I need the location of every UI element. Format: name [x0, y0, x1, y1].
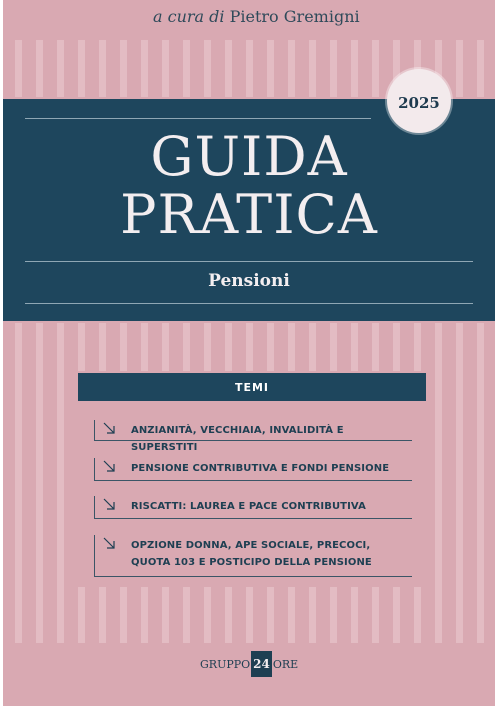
topic-text	[131, 537, 411, 571]
stripe	[36, 40, 43, 97]
stripe	[246, 40, 253, 97]
stripe	[99, 587, 106, 643]
curator-prefix: a cura di	[153, 7, 225, 26]
stripe	[372, 40, 379, 97]
stripe	[477, 40, 484, 97]
title-rule-bottom	[25, 303, 473, 304]
stripe	[120, 40, 127, 97]
stripe	[372, 323, 379, 371]
stripe	[288, 323, 295, 371]
stripe	[57, 323, 64, 371]
stripe	[267, 323, 274, 371]
topic-item	[94, 420, 412, 453]
stripe	[456, 323, 463, 371]
publisher-logo	[200, 651, 298, 677]
stripe	[435, 371, 442, 587]
stripe	[36, 371, 43, 587]
stripe	[99, 40, 106, 97]
stripe	[456, 40, 463, 97]
stripe	[267, 587, 274, 643]
stripe	[15, 40, 22, 97]
topic-text: ANZIANITÀ, VECCHIAIA, INVALIDITÀ E SUPERSTITI	[131, 425, 344, 453]
publisher-left: GRUPPO	[200, 657, 251, 671]
stripe	[330, 40, 337, 97]
year-label: 2025	[398, 94, 440, 112]
topic-text-line: QUOTA 103 E POSTICIPO DELLA PENSIONE	[131, 557, 372, 568]
topic-item	[94, 458, 412, 481]
topic-text-line: OPZIONE DONNA, APE SOCIALE, PRECOCI,	[131, 540, 371, 551]
stripe	[78, 587, 85, 643]
arrow-down-right-icon	[101, 496, 117, 512]
stripe	[78, 40, 85, 97]
stripe	[15, 323, 22, 371]
stripe	[351, 323, 358, 371]
stripe	[141, 587, 148, 643]
stripe	[435, 587, 442, 643]
stripe	[309, 587, 316, 643]
section-bar-temi	[78, 373, 426, 401]
stripe	[477, 371, 484, 587]
stripe	[141, 323, 148, 371]
stripe	[246, 323, 253, 371]
stripe	[57, 587, 64, 643]
stripe	[183, 323, 190, 371]
arrow-down-right-icon	[101, 420, 117, 436]
title-rule-top	[25, 118, 371, 119]
stripe	[57, 371, 64, 587]
stripe	[330, 587, 337, 643]
stripe	[456, 371, 463, 587]
stripe	[57, 40, 64, 97]
stripe	[477, 323, 484, 371]
section-label: TEMI	[234, 380, 270, 394]
stripe	[351, 40, 358, 97]
stripe	[36, 587, 43, 643]
stripe	[477, 587, 484, 643]
stripe	[330, 323, 337, 371]
stripe	[225, 323, 232, 371]
stripe	[15, 587, 22, 643]
title-rule-middle	[25, 261, 473, 262]
stripe	[120, 587, 127, 643]
stripe	[456, 587, 463, 643]
stripe	[309, 40, 316, 97]
stripe	[120, 323, 127, 371]
stripe	[15, 371, 22, 587]
curator-name: Pietro Gremigni	[229, 7, 360, 26]
stripe	[414, 587, 421, 643]
arrow-down-right-icon	[101, 535, 117, 551]
arrow-down-right-icon	[101, 458, 117, 474]
stripe	[246, 587, 253, 643]
stripe	[414, 323, 421, 371]
stripe	[204, 323, 211, 371]
stripe	[288, 40, 295, 97]
publisher-right: ORE	[272, 657, 299, 671]
stripe	[183, 40, 190, 97]
curator-line	[153, 7, 453, 26]
topic-text: PENSIONE CONTRIBUTIVA E FONDI PENSIONE	[131, 463, 390, 474]
stripe	[162, 323, 169, 371]
stripe	[225, 587, 232, 643]
title-pratica: PRATICA	[120, 183, 378, 246]
stripe	[36, 323, 43, 371]
stripe	[162, 587, 169, 643]
stripe	[183, 587, 190, 643]
stripe	[162, 40, 169, 97]
title-guida: GUIDA	[150, 125, 348, 188]
topic-text: RISCATTI: LAUREA E PACE CONTRIBUTIVA	[131, 501, 366, 512]
subtitle: Pensioni	[208, 271, 290, 291]
stripe	[141, 40, 148, 97]
topic-item	[94, 496, 412, 519]
stripe	[267, 40, 274, 97]
stripe	[393, 587, 400, 643]
stripe	[351, 587, 358, 643]
stripe	[393, 323, 400, 371]
publisher-box: 24	[251, 651, 272, 677]
stripe	[78, 323, 85, 371]
stripe	[309, 323, 316, 371]
stripe	[225, 40, 232, 97]
stripe	[99, 323, 106, 371]
book-cover	[3, 0, 495, 706]
stripe	[204, 40, 211, 97]
stripe	[435, 323, 442, 371]
stripe	[204, 587, 211, 643]
year-badge	[387, 69, 451, 133]
stripe	[372, 587, 379, 643]
stripe	[288, 587, 295, 643]
topic-item	[94, 535, 412, 577]
